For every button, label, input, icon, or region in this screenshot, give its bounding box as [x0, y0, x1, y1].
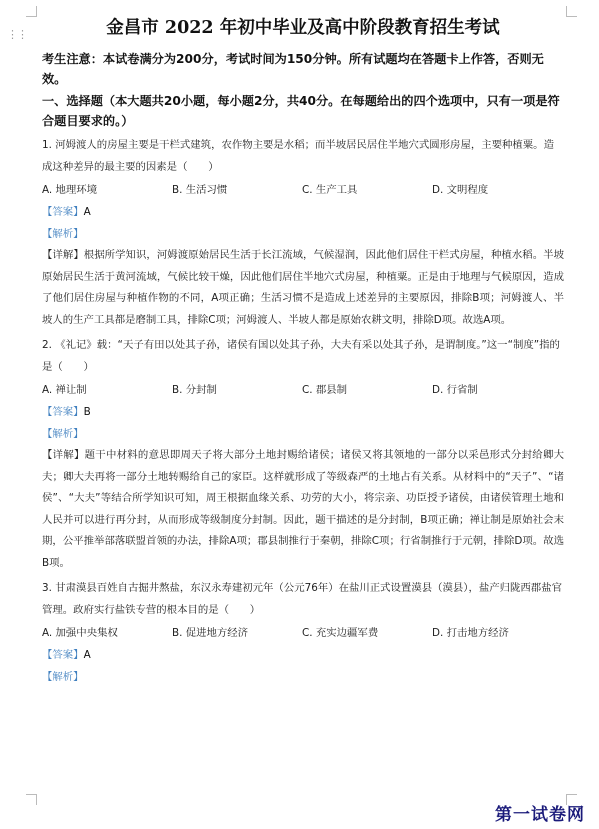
drag-handle-icon[interactable]: ⋮⋮ — [7, 28, 27, 41]
site-watermark: 第一试卷网 — [495, 805, 585, 825]
answer-line — [42, 201, 564, 223]
analysis-label: 【解析】 — [42, 671, 84, 683]
question-stem: 1. 河姆渡人的房屋主要是干栏式建筑，农作物主要是水稻；而半坡居民居住半地穴式圆形房屋，主要种植粟。造成这种差异的最主要的因素是（ ） — [42, 139, 554, 173]
analysis-label: 【解析】 — [42, 228, 84, 240]
question-block — [42, 335, 564, 574]
option-a: A. 禅让制 — [42, 384, 87, 396]
question-block — [42, 135, 564, 331]
answer-label: 【答案】 — [42, 649, 84, 661]
option-d: D. 打击地方经济 — [432, 627, 509, 639]
document-page — [42, 14, 564, 688]
option-row — [42, 380, 564, 401]
option-b: B. 分封制 — [172, 384, 217, 396]
option-a: A. 地理环境 — [42, 184, 98, 196]
answer-line — [42, 644, 564, 666]
option-c: C. 郡县制 — [302, 384, 348, 396]
option-row — [42, 180, 564, 201]
option-b: B. 生活习惯 — [172, 184, 228, 196]
option-c: C. 充实边疆军费 — [302, 627, 379, 639]
option-d: D. 文明程度 — [432, 184, 489, 196]
option-d: D. 行省制 — [432, 384, 478, 396]
page-corner-mark — [26, 6, 37, 17]
question-stem: 3. 甘肃漠县百姓自古掘井熬盐，东汉永寿建初元年（公元76年）在盐川正式设置漠县（漠县），盐产归陇西郡盐官管理。政府实行盐铁专营的根本目的是（ ） — [42, 582, 562, 616]
answer-value: B — [83, 406, 91, 418]
question-block — [42, 578, 564, 688]
option-a: A. 加强中央集权 — [42, 627, 118, 639]
option-c: C. 生产工具 — [302, 184, 358, 196]
page-corner-mark — [566, 6, 577, 17]
analysis-label: 【解析】 — [42, 428, 84, 440]
page-title: 金昌市 2022 年初中毕业及高中阶段教育招生考试 — [106, 18, 500, 38]
page-corner-mark — [26, 794, 37, 805]
option-b: B. 促进地方经济 — [172, 627, 249, 639]
question-stem: 2. 《礼记》载：“天子有田以处其子孙，诸侯有国以处其子孙，大夫有采以处其子孙，是谓制度。”这一“制度”指的是（ ） — [42, 339, 560, 373]
exam-notice: 考生注意：本试卷满分为200分，考试时间为150分钟。所有试题均在答题卡上作答，否则无效。 — [42, 52, 544, 86]
answer-label: 【答案】 — [42, 406, 84, 418]
option-row — [42, 623, 564, 644]
analysis-detail: 【详解】题干中材料的意思即周天子将大部分土地封赐给诸侯；诸侯又将其领地的一部分以采邑形式分封给卿大夫；卿大夫再将一部分土地转赐给自己的家臣。这样就形成了等级森严的土地占有关系。从材料中的“天子”、“诸侯”、“大夫”等结合所学知识可知，周王根据血缘关系、功劳的大小，将宗亲、功臣授予诸侯，由诸侯管理土地和人民并可以进行再分封，从而形成等级制度分封制。因此，题干描述的是分封制，B项正确；禅让制是原始社会末期，公平推举部落联盟首领的办法，排除A项；郡县制推行于秦朝，排除C项；行省制推行于元朝，排除D项。故选B项。 — [42, 449, 564, 569]
analysis-detail: 【详解】根据所学知识，河姆渡原始居民生活于长江流域，气候湿润，因此他们居住干栏式房屋，种植水稻。半坡原始居民生活于黄河流域，气候比较干燥，因此他们居住半地穴式房屋，种植粟。正是由于地理与气候原因，造成了他们居住房屋与种植作物的不同，A项正确；生活习惯不是造成上述差异的主要原因，排除B项；河姆渡人、半坡人的生产工具都是磨制工具，排除C项；河姆渡人、半坡人都是原始农耕文明，排除D项。故选A项。 — [42, 249, 564, 326]
answer-value: A — [83, 649, 91, 661]
answer-label: 【答案】 — [42, 206, 84, 218]
answer-value: A — [83, 206, 91, 218]
section-heading: 一、选择题（本大题共20小题，每小题2分，共40分。在每题给出的四个选项中，只有一项是符合题目要求的。） — [42, 94, 560, 128]
answer-line — [42, 401, 564, 423]
